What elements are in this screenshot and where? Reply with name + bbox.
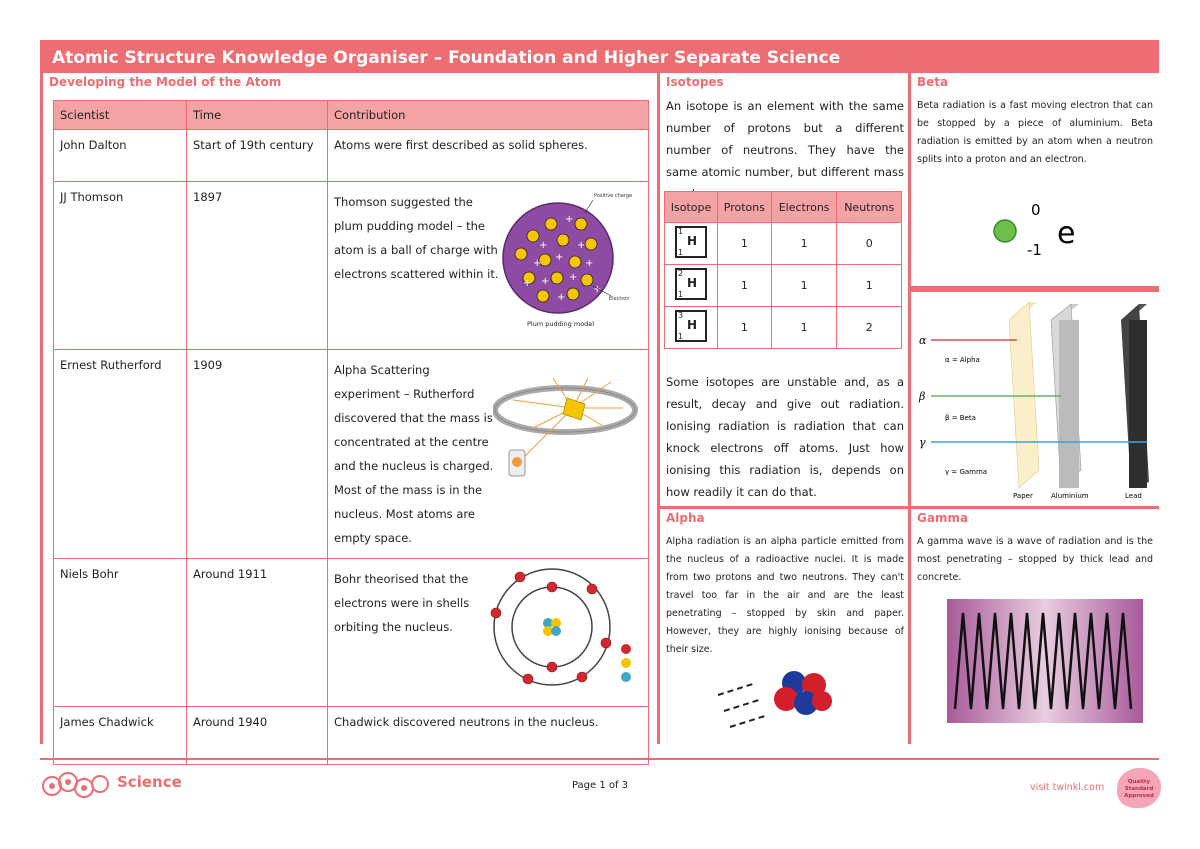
beta-charge-number: -1 — [1027, 241, 1042, 259]
svg-text:+: + — [577, 240, 586, 251]
beta-panel — [911, 73, 1159, 289]
beta-mass-number: 0 — [1031, 201, 1041, 219]
footer-subject: Science — [117, 773, 182, 791]
isotopes-panel — [660, 73, 911, 509]
model-heading: Developing the Model of the Atom — [49, 75, 282, 89]
column-header: Time — [187, 101, 328, 130]
isotopes-outro: Some isotopes are unstable and, as a result, decay and give out radiation. Ionising radiation is radiation that can knock electrons off atoms. Just how ionising this radiation is, depends on how readily it can do that. — [666, 375, 904, 499]
column-header: Electrons — [771, 192, 837, 223]
model-panel — [43, 73, 660, 744]
gamma-key: γ = Gamma — [945, 468, 988, 476]
table-row — [665, 223, 902, 265]
page-number: Page 1 of 3 — [571, 780, 629, 791]
alpha-symbol: α — [919, 334, 927, 347]
table-row — [665, 307, 902, 349]
scientist-cell: Niels Bohr — [54, 559, 187, 707]
knowledge-organiser — [40, 40, 1159, 744]
time-cell: 1909 — [187, 350, 328, 559]
svg-text:+: + — [539, 240, 548, 251]
scientist-cell: Ernest Rutherford — [54, 350, 187, 559]
table-row — [665, 265, 902, 307]
svg-text:+: + — [557, 292, 566, 303]
electrons-cell: 1 — [771, 265, 837, 307]
svg-text:+: + — [541, 276, 550, 287]
scientist-cell: John Dalton — [54, 130, 187, 182]
page-title: Atomic Structure Knowledge Organiser – Foundation and Higher Separate Science — [43, 43, 1156, 73]
column-header: Scientist — [54, 101, 187, 130]
gamma-heading: Gamma — [917, 511, 969, 525]
contribution-cell — [328, 182, 649, 350]
svg-text:+: + — [565, 214, 574, 225]
plum-pudding-diagram — [493, 188, 633, 328]
table-row — [54, 350, 649, 559]
nucleus-icon — [543, 618, 561, 636]
contribution-text: Thomson suggested the plum pudding model – the atom is a ball of charge with electrons scattered within it. — [334, 195, 499, 281]
footer-divider — [40, 758, 1159, 760]
svg-text:+: + — [555, 252, 564, 263]
electrons-cell: 1 — [771, 223, 837, 265]
bohr-model-diagram — [488, 565, 638, 695]
penetration-diagram — [911, 292, 1153, 504]
neutrons-cell: 1 — [837, 265, 902, 307]
positive-charge-label: Positive charge — [594, 193, 633, 199]
beta-symbol — [989, 193, 1109, 263]
neutrons-cell: 2 — [837, 307, 902, 349]
column-header: Neutrons — [837, 192, 902, 223]
table-row — [54, 559, 649, 707]
badge-text: Quality Standard Approved — [1124, 779, 1154, 799]
contribution-cell: Atoms were first described as solid spheres. — [328, 130, 649, 182]
isotopes-intro: An isotope is an element with the same number of protons but a different number of neutrons. They have the same atomic number, but different mass — [666, 99, 904, 179]
svg-text:+: + — [523, 278, 532, 289]
aluminium-label: Aluminium — [1051, 492, 1089, 500]
table-header-row — [665, 192, 902, 223]
beta-heading: Beta — [917, 75, 949, 89]
electron-label: Electron — [609, 296, 630, 302]
isotope-table — [664, 191, 902, 349]
gamma-wave-diagram — [947, 599, 1143, 723]
time-cell: Around 1940 — [187, 707, 328, 765]
beta-key: β = Beta — [945, 414, 976, 422]
isotope-symbol: 1 H 1 — [675, 226, 707, 258]
table-row — [54, 182, 649, 350]
beta-symbol-label: β — [919, 390, 926, 403]
svg-text:+: + — [585, 258, 594, 269]
column-header: Protons — [717, 192, 771, 223]
table-header-row — [54, 101, 649, 130]
protons-cell: 1 — [717, 265, 771, 307]
penetration-panel — [911, 289, 1159, 509]
time-cell: Around 1911 — [187, 559, 328, 707]
protons-cell: 1 — [717, 307, 771, 349]
quality-badge-icon — [1117, 768, 1161, 808]
alpha-scattering-diagram — [493, 368, 638, 483]
alpha-heading: Alpha — [666, 511, 705, 525]
scientist-cell: JJ Thomson — [54, 182, 187, 350]
visit-link[interactable]: visit twinkl.com — [1030, 782, 1105, 793]
isotope-symbol: 2 H 1 — [675, 268, 707, 300]
time-cell: 1897 — [187, 182, 328, 350]
scientist-table — [53, 100, 649, 765]
protons-cell: 1 — [717, 223, 771, 265]
plum-pudding-caption: Plum pudding model — [527, 320, 595, 328]
neutrons-cell: 0 — [837, 223, 902, 265]
beta-electron-symbol: e — [1057, 216, 1076, 251]
gamma-panel — [911, 509, 1159, 744]
lead-label: Lead — [1125, 492, 1142, 500]
beta-text: Beta radiation is a fast moving electron that can be stopped by a piece of aluminium. Beta radiation is emitted by an atom when a neutron splits into a proton and an electron. — [917, 100, 1153, 165]
gamma-text: A gamma wave is a wave of radiation and is the most penetrating – stopped by thick lead and concrete. — [917, 536, 1153, 583]
scientist-cell: James Chadwick — [54, 707, 187, 765]
table-row — [54, 130, 649, 182]
paper-label: Paper — [1013, 492, 1033, 500]
svg-text:+: + — [569, 272, 578, 283]
svg-text:+: + — [593, 284, 602, 295]
alpha-text: Alpha radiation is an alpha particle emitted from the nucleus of a radioactive nuclei. It is made from two protons and two neutrons. They can't travel too far in the air and are the least penetrating – stopped by skin and paper. However, they are highly ionising because of their size. — [666, 536, 904, 655]
contribution-cell — [328, 350, 649, 559]
isotope-symbol: 3 H 1 — [675, 310, 707, 342]
contribution-cell: Chadwick discovered neutrons in the nucleus. — [328, 707, 649, 765]
isotopes-heading: Isotopes — [666, 75, 724, 89]
column-header: Contribution — [328, 101, 649, 130]
svg-text:+: + — [533, 258, 542, 269]
table-row — [54, 707, 649, 765]
electrons-cell: 1 — [771, 307, 837, 349]
contribution-cell — [328, 559, 649, 707]
contribution-text: Alpha Scattering experiment – Rutherford discovered that the mass is concentrated at the centre and the nucleus is charged. Most of the mass is in the nucleus. Most atoms are empty space. — [334, 363, 494, 545]
contribution-text: Bohr theorised that the electrons were in shells orbiting the nucleus. — [334, 572, 470, 634]
alpha-panel — [660, 509, 911, 744]
alpha-key: α = Alpha — [945, 356, 980, 364]
gamma-symbol: γ — [919, 436, 926, 449]
column-header: Isotope — [665, 192, 718, 223]
time-cell: Start of 19th century — [187, 130, 328, 182]
alpha-particle-diagram — [716, 653, 856, 733]
